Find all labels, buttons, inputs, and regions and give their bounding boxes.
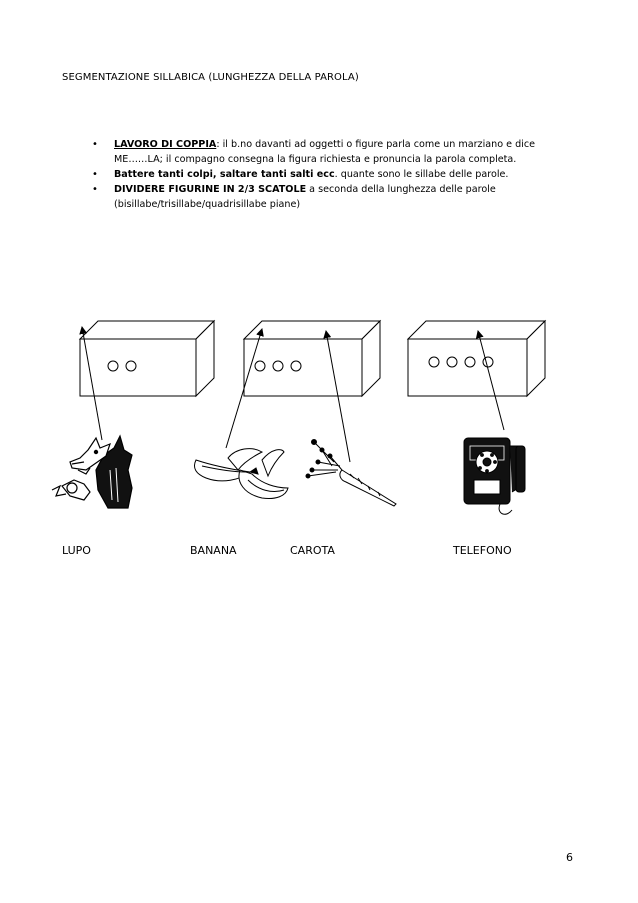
syllable-circle bbox=[126, 361, 136, 371]
box-top-face bbox=[408, 321, 545, 339]
bullet-text: . quante sono le sillabe delle parole. bbox=[334, 169, 509, 180]
syllable-circle bbox=[465, 357, 475, 367]
bullet-lead: Battere tanti colpi, saltare tanti salti ecc bbox=[114, 169, 335, 180]
box-front-face bbox=[80, 339, 196, 396]
box-two-syllables bbox=[80, 321, 214, 396]
syllable-circles bbox=[255, 361, 301, 371]
bullet-text: a seconda della lunghezza delle parole (bisillabe/trisillabe/quadrisillabe piane) bbox=[114, 184, 496, 210]
bullet-text: : il b.no davanti ad oggetti o figure parla come un marziano e dice ME……LA; il compagno consegna la figura richiesta e pronuncia la parola completa. bbox=[114, 139, 536, 165]
box-four-syllables bbox=[408, 321, 545, 396]
banana-icon bbox=[194, 449, 288, 499]
syllable-circle bbox=[291, 361, 301, 371]
word-label: CAROTA bbox=[290, 544, 335, 557]
carrot-icon bbox=[306, 440, 396, 507]
syllable-circle bbox=[273, 361, 283, 371]
telephone-icon bbox=[464, 438, 525, 514]
syllable-circle bbox=[447, 357, 457, 367]
wolf-icon bbox=[52, 436, 132, 508]
syllable-circle bbox=[255, 361, 265, 371]
word-label: TELEFONO bbox=[453, 544, 512, 557]
syllable-circle bbox=[429, 357, 439, 367]
box-top-face bbox=[80, 321, 214, 339]
word-label: BANANA bbox=[190, 544, 237, 557]
bullet-lead: LAVORO DI COPPIA bbox=[114, 139, 217, 150]
box-front-face bbox=[408, 339, 527, 396]
page-title: SEGMENTAZIONE SILLABICA (LUNGHEZZA DELLA PAROLA) bbox=[62, 72, 359, 83]
box-top-face bbox=[244, 321, 380, 339]
word-label: LUPO bbox=[62, 544, 91, 557]
syllable-circle bbox=[108, 361, 118, 371]
syllable-circle bbox=[483, 357, 493, 367]
box-three-syllables bbox=[244, 321, 380, 396]
bullet-lead: DIVIDERE FIGURINE IN 2/3 SCATOLE bbox=[114, 184, 307, 195]
page-number: 6 bbox=[566, 851, 573, 864]
